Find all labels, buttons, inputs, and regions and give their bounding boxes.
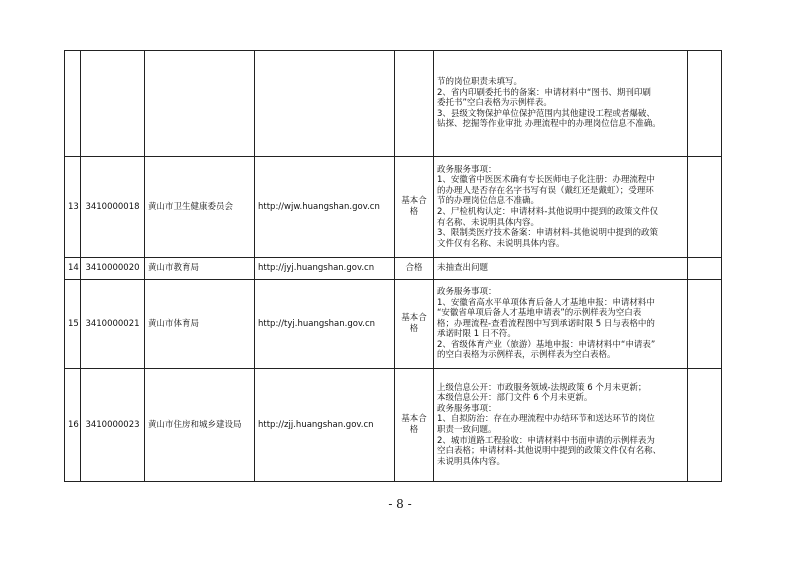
issue-line: 2、城市道路工程验收：申请材料中书面申请的示例样表为 [437,435,655,446]
inspection-result: 基本合格 [395,280,434,369]
inspection-results-table [64,50,722,482]
row-number: 16 [65,369,81,482]
issue-line: 2、省内印刷委托书的备案：申请材料中“图书、期刊印刷 [437,87,651,98]
site-code: 3410000018 [81,157,145,258]
issue-line: 本级信息公开：部门文件 6 个月未更新。 [437,393,593,404]
issue-line: 承诺时限 1 日不符。 [437,329,516,340]
department-name: 黄山市卫生健康委员会 [145,157,255,258]
inspection-result: 合格 [395,258,434,280]
issue-line: 职责一致问题。 [437,425,497,435]
issue-line: 政务服务事项： [437,164,497,175]
issue-line: 1、安徽省中医医术确有专长医师电子化注册：办理流程中 [437,175,655,186]
issue-line: 政务服务事项： [437,403,497,414]
table-row [65,369,722,482]
row-number [65,51,81,157]
issue-line: 2、尸检机构认定：申请材料-其他说明中提到的政策文件仅 [437,207,658,217]
issue-line: 节的办理岗位信息不准确。 [437,196,540,207]
row-number: 14 [65,258,81,280]
issue-line: 未说明具体内容。 [437,456,506,467]
issue-line: 有名称、未说明具体内容。 [437,217,540,228]
issue-line: 3、限制类医疗技术备案：申请材料-其他说明中提到的政策 [437,228,658,239]
issue-line: 格；办理流程-查看流程图中写到承诺时限 5 日与表格中的 [437,318,655,329]
issues-cell [434,51,688,157]
remarks-cell [688,369,722,482]
inspection-result [395,51,434,157]
department-name: 黄山市体育局 [145,280,255,369]
inspection-result: 基本合格 [395,369,434,482]
website-url: http://zjj.huangshan.gov.cn [255,369,395,482]
issue-line: 2、省级体育产业（旅游）基地申报：申请材料中“申请表” [437,339,656,350]
website-url: http://jyj.huangshan.gov.cn [255,258,395,280]
issue-line: 文件仅有名称、未说明具体内容。 [437,238,565,249]
page-number: - 8 - [388,497,412,511]
table-row [65,157,722,258]
issues-cell [434,157,688,258]
website-url: http://tyj.huangshan.gov.cn [255,280,395,369]
department-name: 黄山市住房和城乡建设局 [145,369,255,482]
site-code: 3410000021 [81,280,145,369]
site-code: 3410000020 [81,258,145,280]
table-row [65,51,722,157]
department-name [145,51,255,157]
issue-line: 的办理人是否存在名字书写有误（戴红还是戴虹）；受理环 [437,185,654,196]
issue-line: 未抽查出问题 [437,263,489,274]
issue-line: 1、安徽省高水平单项体育后备人才基地申报：申请材料中 [437,297,655,308]
issues-cell [434,280,688,369]
issue-line: 空白表格；申请材料-其他说明中提到的政策文件仅有名称、 [437,446,662,457]
issue-line: 上级信息公开：市政服务领域-法规政策 6 个月未更新； [437,382,647,393]
issue-line: 政务服务事项： [437,286,497,297]
website-url: http://wjw.huangshan.gov.cn [255,157,395,258]
row-number: 15 [65,280,81,369]
remarks-cell [688,157,722,258]
remarks-cell [688,258,722,280]
issue-line: 1、自拟防治：存在办理流程中办结环节和送达环节的岗位 [437,414,655,425]
table-row [65,258,722,280]
issue-line: 钻探、挖掘等作业审批 办理流程中的办理岗位信息不准确。 [437,119,661,130]
issues-cell [434,369,688,482]
remarks-cell [688,51,722,157]
issue-line: “安徽省单项后备人才基地申请表”的示例样表为空白表 [437,308,642,319]
inspection-result: 基本合格 [395,157,434,258]
remarks-cell [688,280,722,369]
website-url [255,51,395,157]
issues-cell [434,258,688,280]
issue-line: 节的岗位职责未填写。 [437,77,523,88]
issue-line: 的空白表格为示例样表，示例样表为空白表格。 [437,350,616,361]
table-row [65,280,722,369]
issue-line: 委托书”空白表格为示例样表。 [437,98,552,109]
department-name: 黄山市教育局 [145,258,255,280]
issue-line: 3、县级文物保护单位保护范围内其他建设工程或者爆破、 [437,108,655,119]
site-code: 3410000023 [81,369,145,482]
site-code [81,51,145,157]
row-number: 13 [65,157,81,258]
